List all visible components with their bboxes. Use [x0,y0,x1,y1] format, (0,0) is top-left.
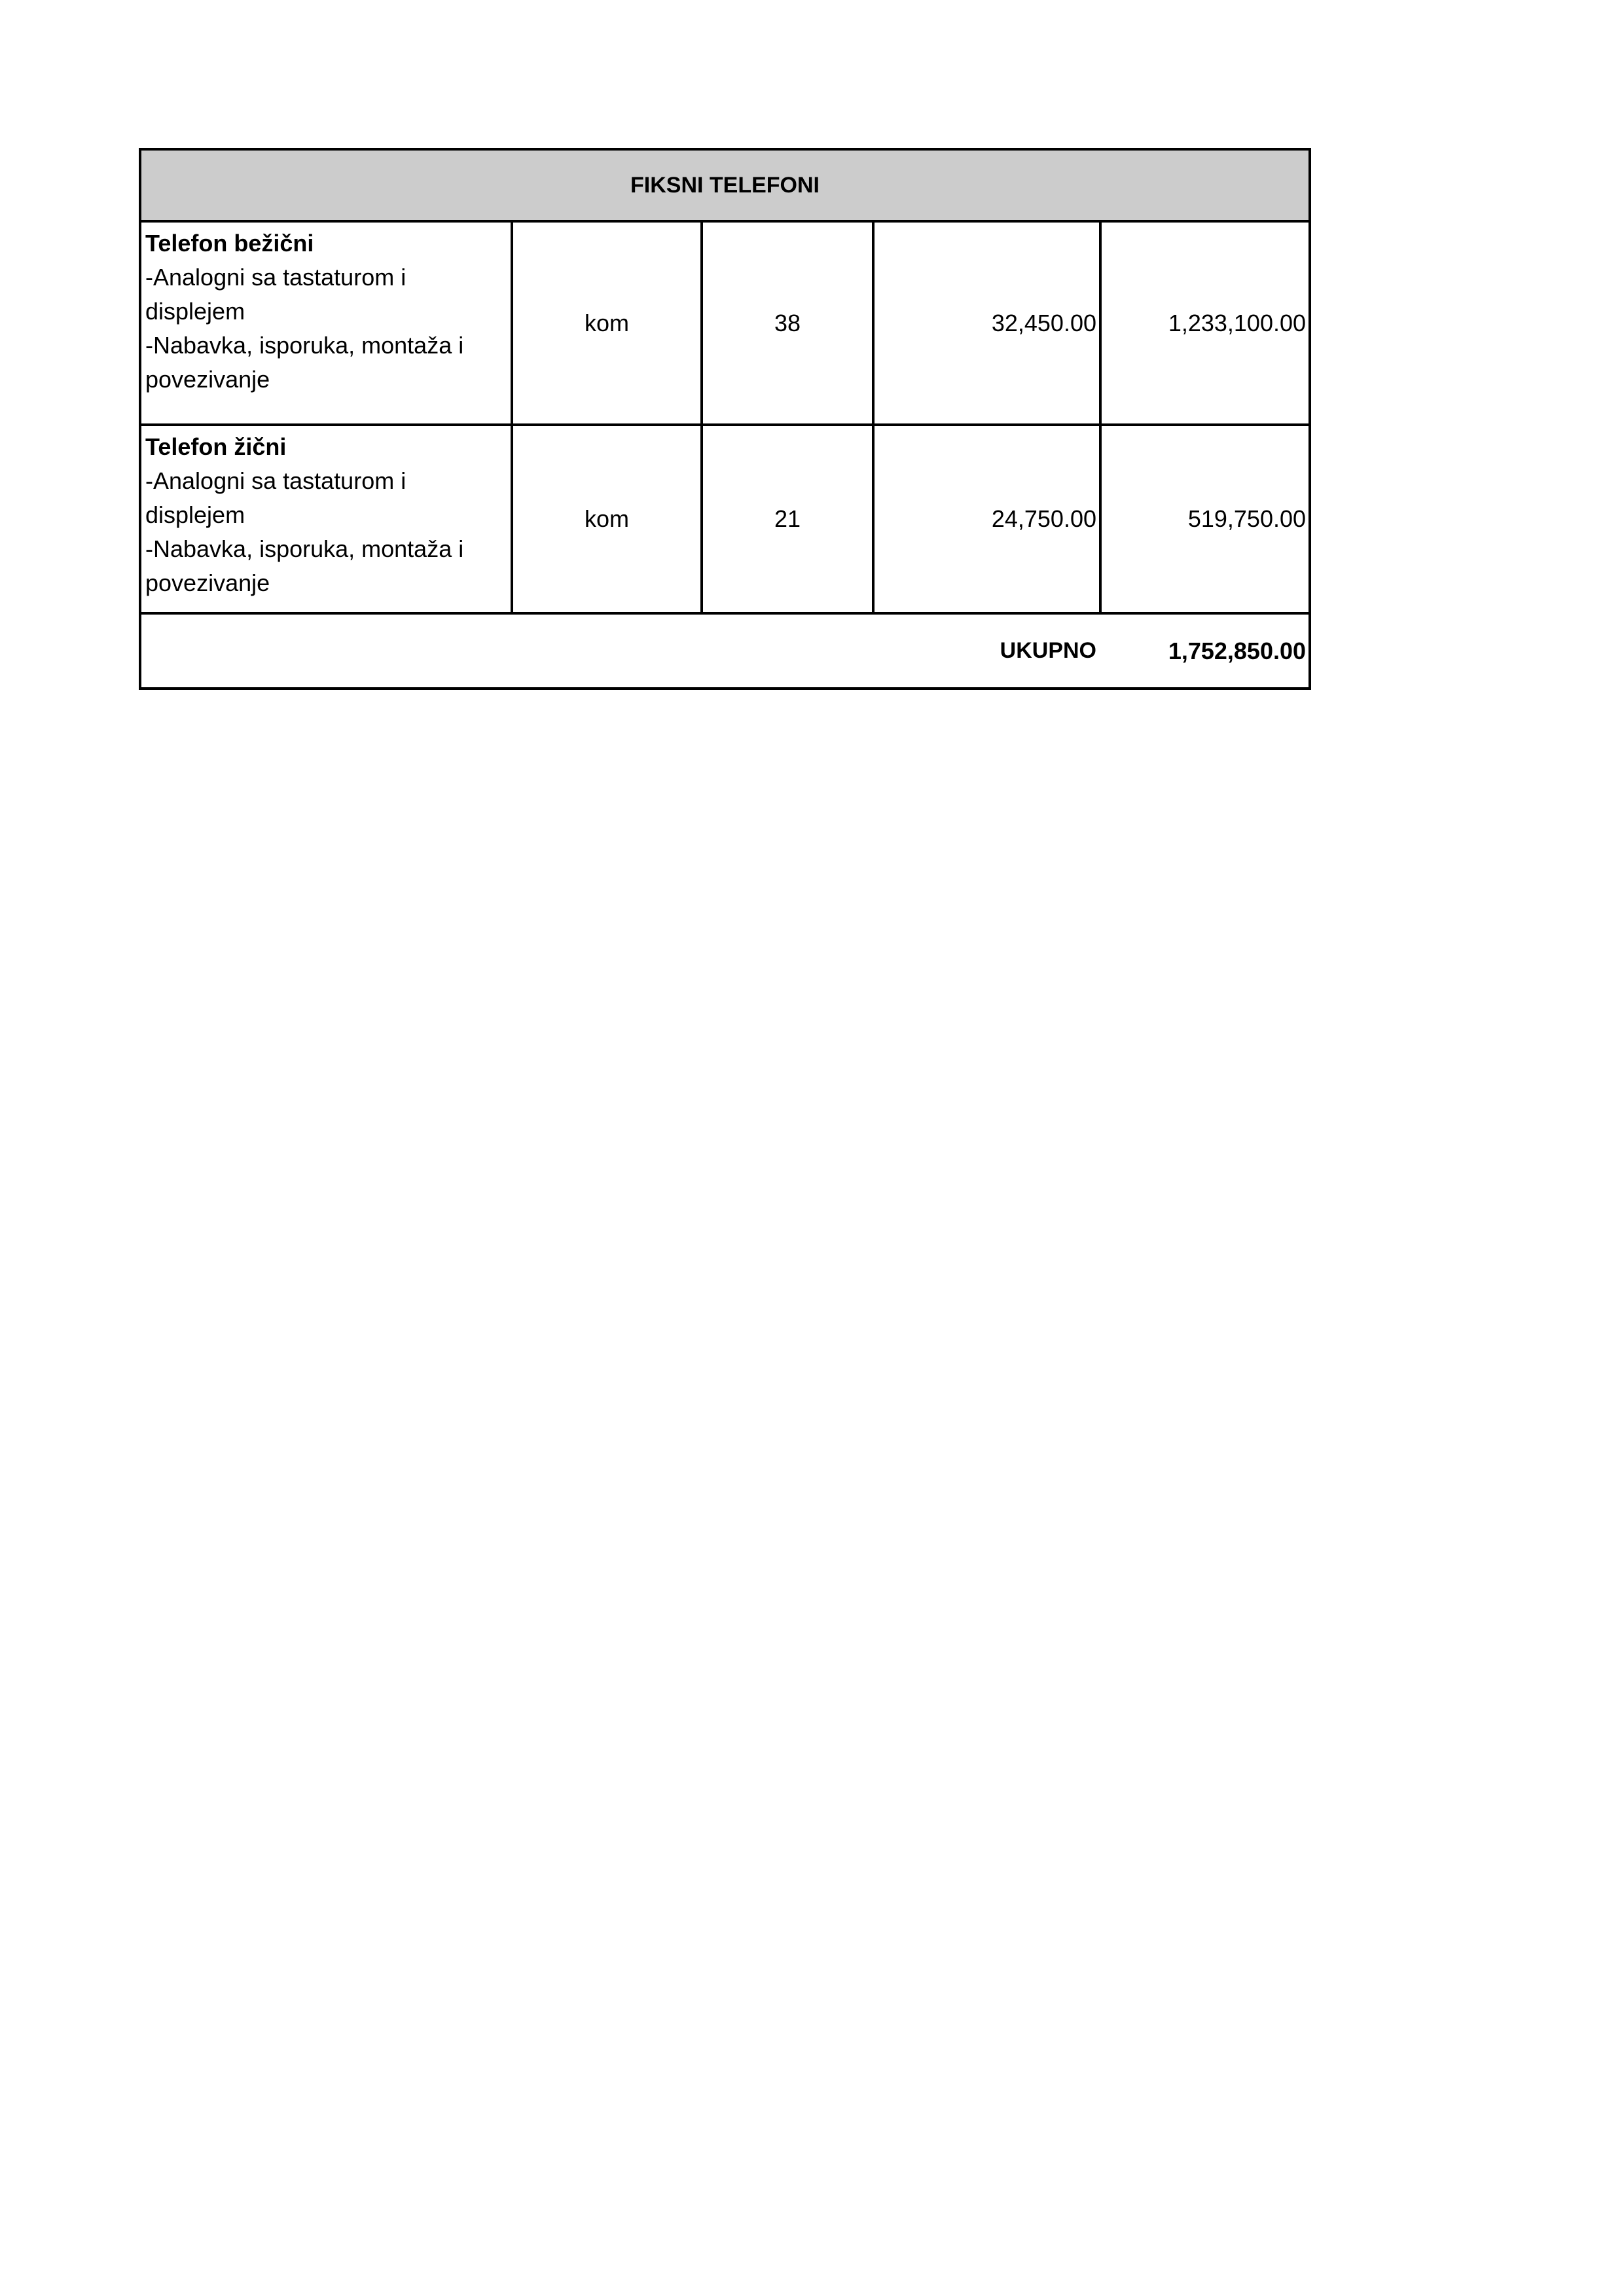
item-desc-line: -Analogni sa tastaturom i [145,264,406,291]
table-title: FIKSNI TELEFONI [141,151,1308,221]
total-value: 1,752,850.00 [1100,613,1308,687]
table-row [141,221,1308,425]
item-desc-line: -Nabavka, isporuka, montaža i [145,535,464,562]
item-unit: kom [512,425,702,613]
item-total: 519,750.00 [1100,425,1308,613]
total-row [141,613,1308,687]
item-desc-line: -Analogni sa tastaturom i [145,467,406,494]
price-table [139,148,1311,690]
item-desc-line: povezivanje [145,569,270,596]
item-total: 1,233,100.00 [1100,221,1308,425]
item-description [141,425,512,613]
item-desc-line: displejem [145,298,245,325]
item-name: Telefon bežični [145,230,314,257]
item-quantity: 21 [702,425,873,613]
item-desc-line: povezivanje [145,366,270,393]
item-unit: kom [512,221,702,425]
table-row [141,425,1308,613]
item-quantity: 38 [702,221,873,425]
item-description [141,221,512,425]
item-desc-line: -Nabavka, isporuka, montaža i [145,332,464,359]
table-title-row [141,151,1308,221]
item-desc-line: displejem [145,501,245,528]
price-table-grid [141,151,1308,687]
total-label: UKUPNO [141,613,1100,687]
item-unit-price: 32,450.00 [873,221,1100,425]
item-name: Telefon žični [145,433,287,460]
item-unit-price: 24,750.00 [873,425,1100,613]
